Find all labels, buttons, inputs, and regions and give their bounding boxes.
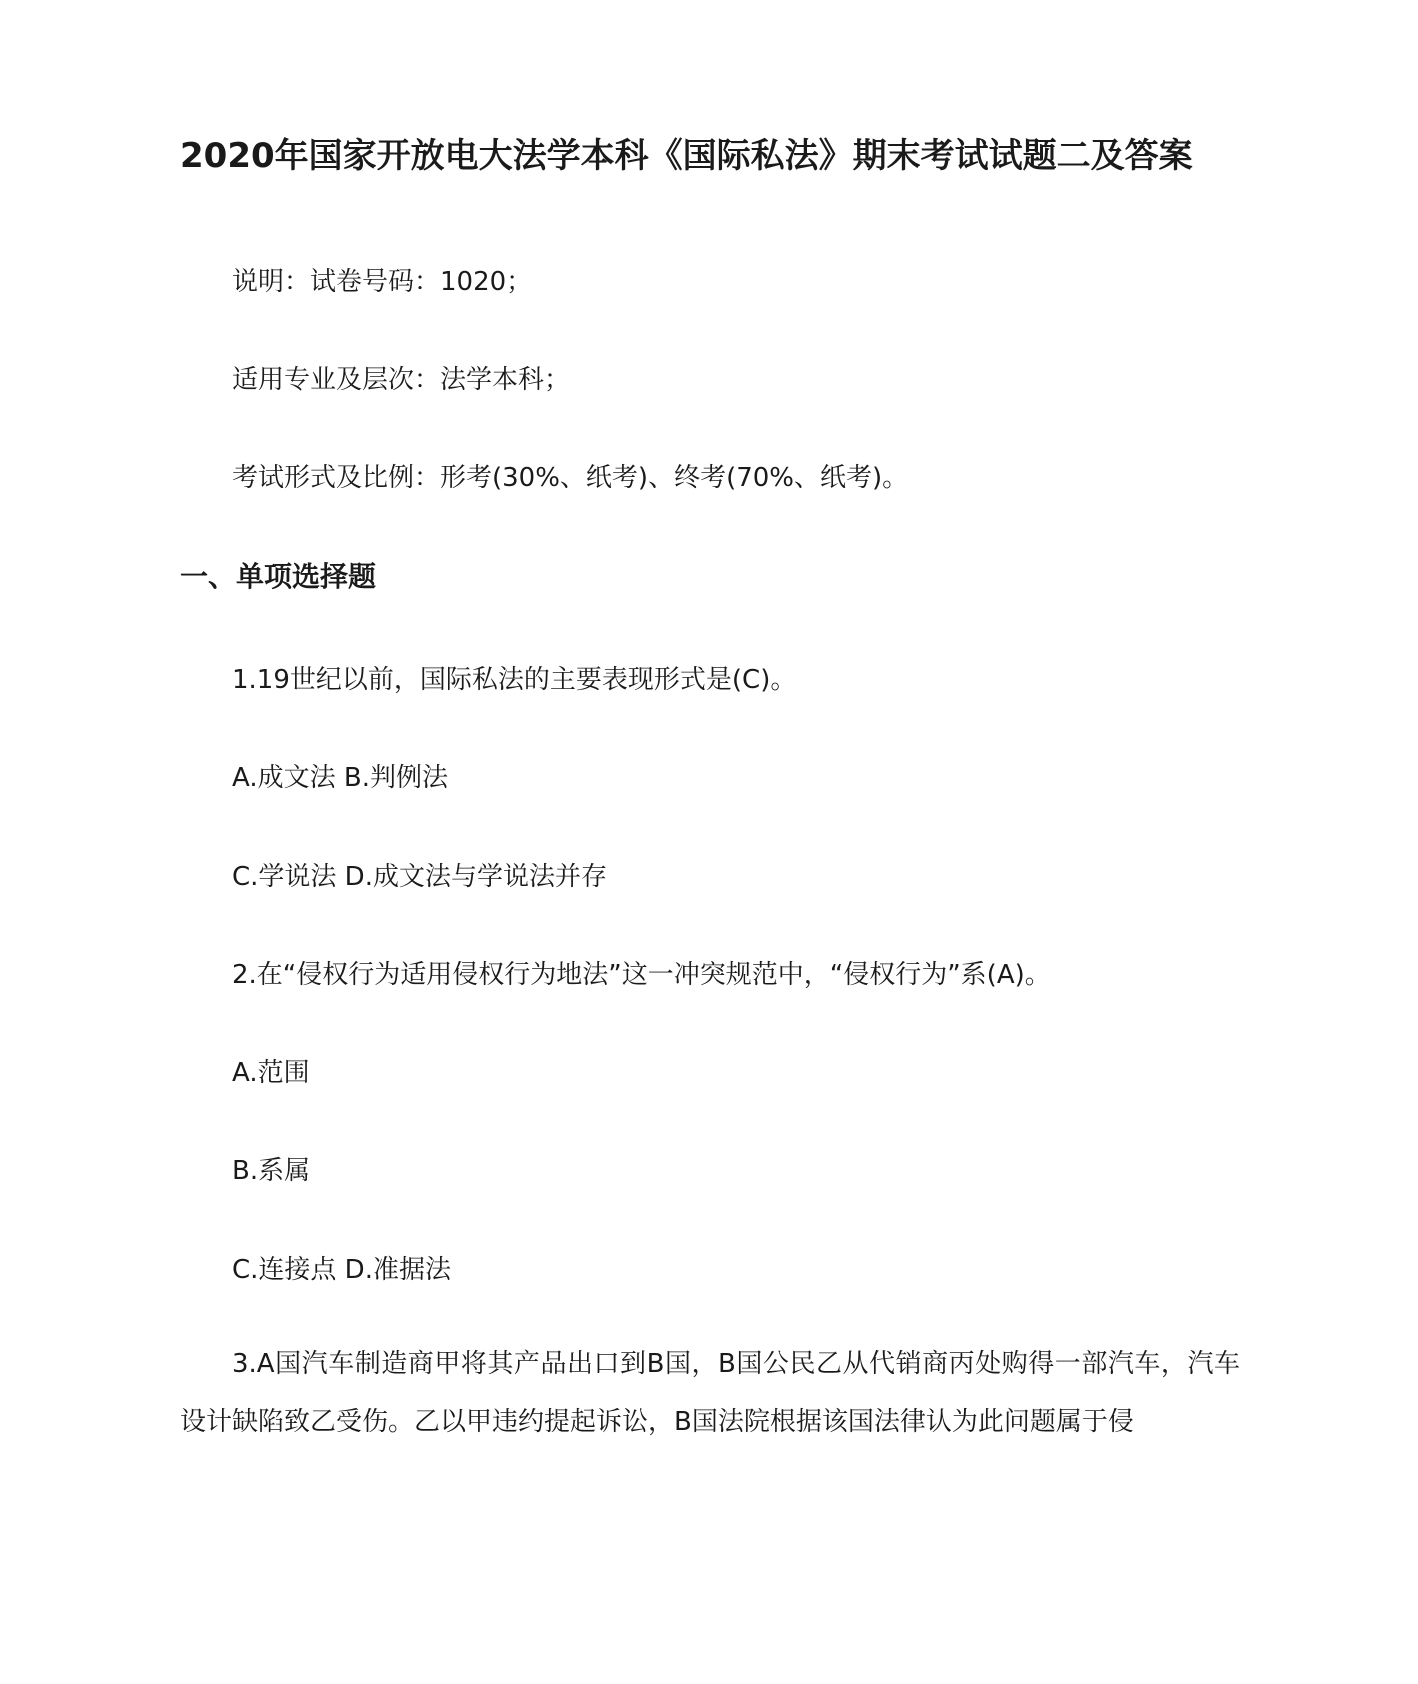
info-exam-code: 说明：试卷号码：1020； (232, 267, 533, 297)
question-2-option-b: B.系属 (232, 1156, 311, 1186)
question-1-stem: 1.19世纪以前，国际私法的主要表现形式是(C)。 (232, 665, 797, 695)
info-major-level: 适用专业及层次：法学本科； (232, 365, 571, 395)
section-heading: 一、单项选择题 (180, 560, 377, 593)
question-1-options-ab: A.成文法 B.判例法 (232, 763, 448, 793)
info-exam-form: 考试形式及比例：形考(30%、纸考)、终考(70%、纸考)。 (232, 463, 909, 493)
question-1-options-cd: C.学说法 D.成文法与学说法并存 (232, 862, 607, 892)
question-3-stem: 3.A国汽车制造商甲将其产品出口到B国，B国公民乙从代销商丙处购得一部汽车，汽车设计缺陷致乙受伤。乙以甲违约提起诉讼，B国法院根据该国法律认为此问题属于侵 (180, 1349, 1240, 1437)
question-2-stem: 2.在“侵权行为适用侵权行为地法”这一冲突规范中，“侵权行为”系(A)。 (232, 960, 1051, 990)
question-2-options-cd: C.连接点 D.准据法 (232, 1255, 451, 1285)
question-2-option-a: A.范围 (232, 1058, 310, 1088)
document-title: 2020年国家开放电大法学本科《国际私法》期末考试试题二及答案 (180, 136, 1193, 176)
